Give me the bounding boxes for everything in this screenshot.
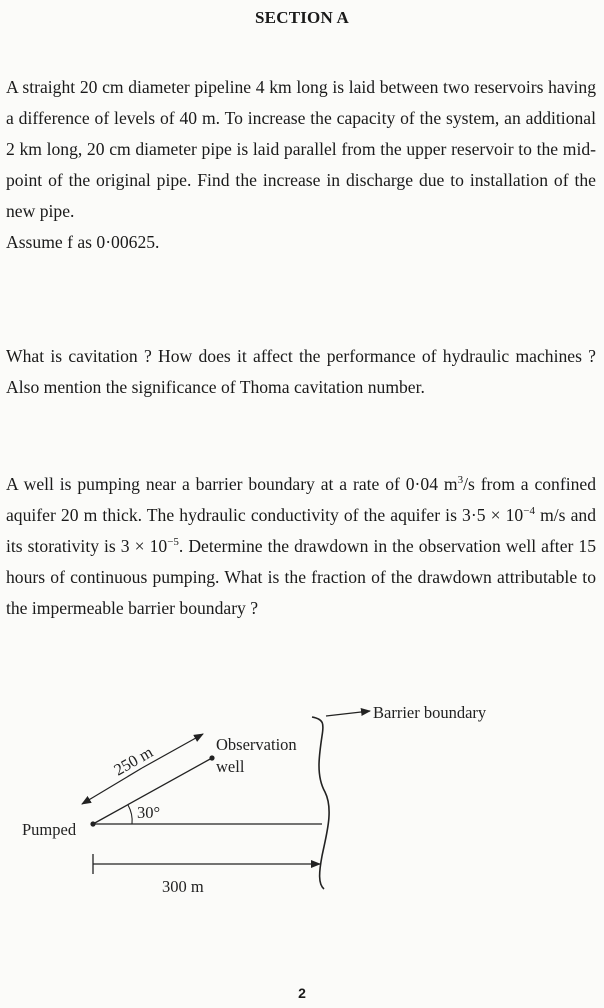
angle-label: 30° xyxy=(137,803,161,822)
q3-rate-tail: /s from a confined aquifer 20 m thick. The hydraulic conductivity of the aquifer is 3·5 × 10 xyxy=(6,474,596,525)
question-1-text: A straight 20 cm diameter pipeline 4 km long is laid between two reservoirs having a difference of levels of 40 m. To increase the capacity of the system, an additional 2 km long, 20 cm diameter pipe is laid parallel from the upper reservoir to the mid-point of the original pipe. Find the increase in discharge due to installation of the new pipe. xyxy=(6,77,596,221)
barrier-label-arrow xyxy=(326,711,370,716)
question-2 xyxy=(6,341,596,403)
q3-s-tail: . Determine the drawdown in the observation well after 15 hours of continuous pumping. What is the fraction of the drawdown attributable to the impermeable barrier boundary ? xyxy=(6,536,596,618)
distance-250-label: 250 m xyxy=(110,742,157,780)
barrier-boundary-brace xyxy=(312,717,329,889)
well-barrier-diagram xyxy=(0,690,604,910)
q3-s-exponent: −5 xyxy=(167,536,179,548)
question-1-assumption: Assume f as 0·00625. xyxy=(6,232,160,252)
q3-k-exponent: −4 xyxy=(523,505,535,517)
question-3-text xyxy=(6,469,596,624)
observation-well-label-line1: Observation xyxy=(216,735,297,754)
question-1 xyxy=(6,72,596,258)
question-3 xyxy=(6,469,596,624)
angle-arc xyxy=(128,805,132,824)
barrier-boundary-label: Barrier boundary xyxy=(373,703,487,722)
pumped-well-point xyxy=(90,821,95,826)
section-heading: SECTION A xyxy=(255,8,349,27)
q3-rate-exponent: 3 xyxy=(457,474,464,486)
q3-k-tail: m/s and its storativity is 3 × 10 xyxy=(6,505,596,556)
q3-rate-text: A well is pumping near a barrier boundary at a rate of 0·04 m xyxy=(6,474,458,494)
distance-300-label: 300 m xyxy=(162,877,204,896)
distance-250-arrow-down xyxy=(82,768,142,804)
question-2-text: What is cavitation ? How does it affect the performance of hydraulic machines ? Also mention the significance of Thoma cavitation number. xyxy=(6,346,596,397)
page-number: 2 xyxy=(298,985,306,1001)
observation-well-label-line2: well xyxy=(216,757,245,776)
pumped-well-label: Pumped xyxy=(22,820,77,839)
